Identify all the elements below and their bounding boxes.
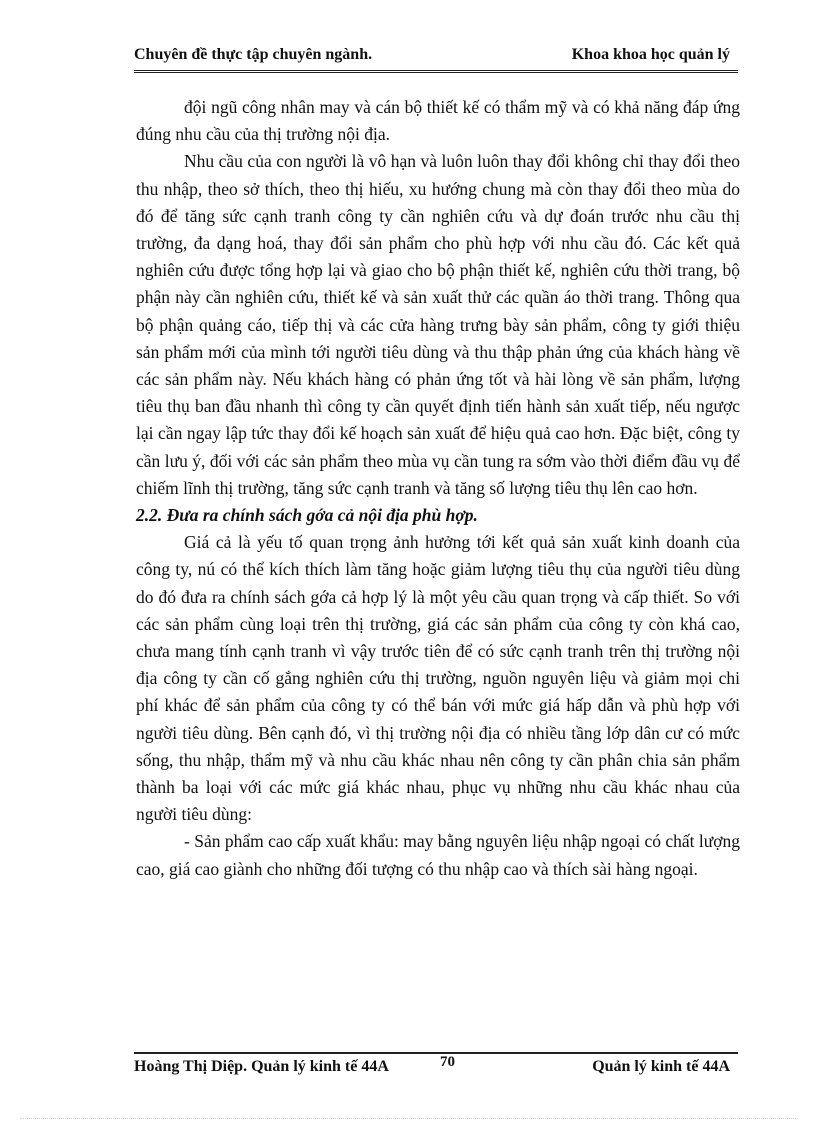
section-heading: 2.2. Đưa ra chính sách gớa cả nội địa phù hợp. xyxy=(136,505,478,526)
header-right-text: Khoa khoa học quản lý xyxy=(571,46,730,63)
footer-left-text: Hoàng Thị Diệp. Quản lý kinh tế 44A xyxy=(134,1058,389,1075)
paragraph-1: đội ngũ công nhân may và cán bộ thiết kế có thẩm mỹ và có khả năng đáp ứng đúng nhu cầu của thị trường nội địa. xyxy=(136,97,740,145)
header-left-text: Chuyên đề thực tập chuyên ngành. xyxy=(134,46,373,63)
page-header xyxy=(134,46,738,68)
paragraph-2: Nhu cầu của con người là vô hạn và luôn luôn thay đổi không chỉ thay đổi theo thu nhập, theo sở thích, theo thị hiếu, xu hướng chung mà còn thay đổi theo mùa do đó để tăng sức cạnh tranh công ty cần nghiên cứu và dự đoán trước nhu cầu thị trường, đa dạng hoá, thay đổi sản phẩm cho phù hợp với nhu cầu đó. Các kết quả nghiên cứu được tổng hợp lại và giao cho bộ phận thiết kế, nghiên cứu thời trang, bộ phận này cần nghiên cứu, thiết kế và sản xuất thử các quần áo thời trang. Thông qua bộ phận quảng cáo, tiếp thị và các cửa hàng trưng bày sản phẩm, công ty giới thiệu sản phẩm mới của mình tới người tiêu dùng và thu thập phản ứng của khách hàng về các sản phẩm này. Nếu khách hàng có phản ứng tốt và hài lòng về sản phẩm, lượng tiêu thụ ban đầu nhanh thì công ty cần quyết định tiến hành sản xuất tiếp, nếu ngược lại cần ngay lập tức thay đổi kế hoạch sản xuất để hiệu quả cao hơn. Đặc biệt, công ty cần lưu ý, đối với các sản phẩm theo mùa vụ cần tung ra sớm vào thời điểm đầu vụ để chiếm lĩnh thị trường, tăng sức cạnh tranh và tăng số lượng tiêu thụ lên cao hơn. xyxy=(136,151,740,498)
paragraph-3: Giá cả là yếu tố quan trọng ảnh hưởng tới kết quả sản xuất kinh doanh của công ty, nú có thể kích thích làm tăng hoặc giảm lượng tiêu thụ của người tiêu dùng do đó đưa ra chính sách gớa cả hợp lý là một yêu cầu quan trọng và cấp thiết. So với các sản phẩm cùng loại trên thị trường, giá các sản phẩm của công ty còn khá cao, chưa mang tính cạnh tranh vì vậy trước tiên để có sức cạnh tranh trên thị trường nội địa công ty cần cố gắng nghiên cứu thị trường, nguồn nguyên liệu và giảm mọi chi phí khác để sản phẩm của công ty có thể bán với mức giá hấp dẫn và phù hợp với người tiêu dùng. Bên cạnh đó, vì thị trường nội địa có nhiều tầng lớp dân cư có mức sống, thu nhập, thẩm mỹ và nhu cầu khác nhau nên công ty cần phân chia sản phẩm thành ba loại với các mức giá khác nhau, phục vụ những nhu cầu khác nhau của người tiêu dùng: xyxy=(136,532,740,825)
page-number: 70 xyxy=(440,1054,455,1070)
header-divider xyxy=(134,70,738,73)
footer-right-text: Quản lý kinh tế 44A xyxy=(592,1058,730,1075)
paragraph-4: - Sản phẩm cao cấp xuất khẩu: may bằng nguyên liệu nhập ngoại có chất lượng cao, giá cao giành cho những đối tượng có thu nhập cao và thích sài hàng ngoại. xyxy=(136,831,740,879)
footer-divider xyxy=(134,1052,738,1054)
page-edge-dots xyxy=(20,1118,796,1119)
page-footer xyxy=(134,1054,738,1080)
document-body xyxy=(136,94,740,883)
